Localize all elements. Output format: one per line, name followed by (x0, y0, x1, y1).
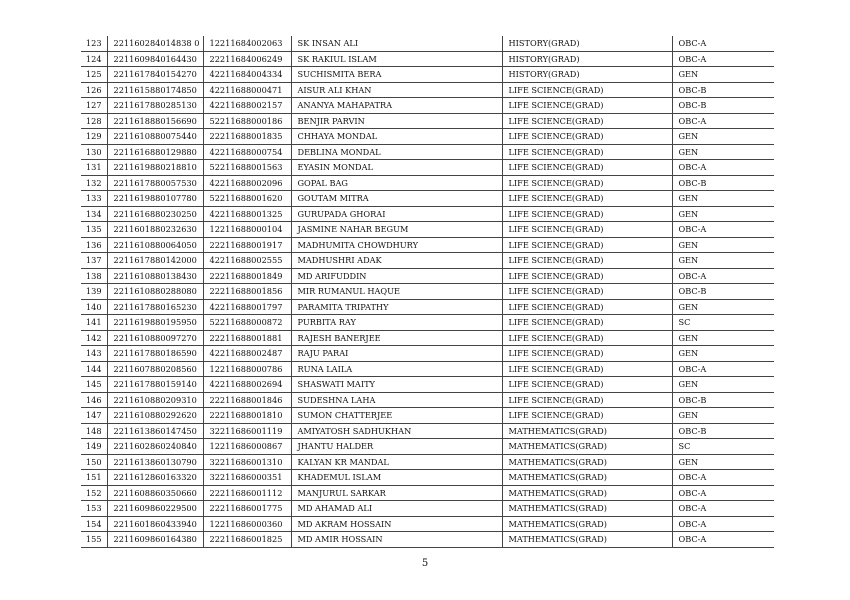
candidate-table (81, 36, 774, 548)
serial-number-cell: 142 (81, 330, 107, 346)
application-id-cell: 2211616880129880 (107, 144, 203, 160)
subject-cell: LIFE SCIENCE(GRAD) (502, 408, 672, 424)
roll-number-cell: 12211684002063 (203, 36, 291, 51)
table-row (81, 222, 774, 238)
category-cell: OBC-B (672, 423, 774, 439)
subject-cell: LIFE SCIENCE(GRAD) (502, 377, 672, 393)
table-row (81, 361, 774, 377)
table-row (81, 408, 774, 424)
candidate-name-cell: MD AHAMAD ALI (291, 501, 502, 517)
candidate-name-cell: PURBITA RAY (291, 315, 502, 331)
serial-number-cell: 149 (81, 439, 107, 455)
serial-number-cell: 134 (81, 206, 107, 222)
candidate-name-cell: EYASIN MONDAL (291, 160, 502, 176)
serial-number-cell: 150 (81, 454, 107, 470)
table-row (81, 67, 774, 83)
category-cell: SC (672, 315, 774, 331)
subject-cell: HISTORY(GRAD) (502, 67, 672, 83)
category-cell: SC (672, 439, 774, 455)
serial-number-cell: 127 (81, 98, 107, 114)
roll-number-cell: 22211686001825 (203, 532, 291, 548)
subject-cell: LIFE SCIENCE(GRAD) (502, 98, 672, 114)
roll-number-cell: 42211688002096 (203, 175, 291, 191)
table-row (81, 36, 774, 51)
category-cell: GEN (672, 346, 774, 362)
roll-number-cell: 22211684006249 (203, 51, 291, 67)
subject-cell: MATHEMATICS(GRAD) (502, 454, 672, 470)
serial-number-cell: 125 (81, 67, 107, 83)
serial-number-cell: 151 (81, 470, 107, 486)
candidate-name-cell: AMIYATOSH SADHUKHAN (291, 423, 502, 439)
roll-number-cell: 22211686001112 (203, 485, 291, 501)
candidate-name-cell: KALYAN KR MANDAL (291, 454, 502, 470)
serial-number-cell: 136 (81, 237, 107, 253)
subject-cell: LIFE SCIENCE(GRAD) (502, 237, 672, 253)
candidate-name-cell: DEBLINA MONDAL (291, 144, 502, 160)
category-cell: GEN (672, 206, 774, 222)
category-cell: OBC-B (672, 82, 774, 98)
serial-number-cell: 124 (81, 51, 107, 67)
table-row (81, 253, 774, 269)
serial-number-cell: 133 (81, 191, 107, 207)
serial-number-cell: 138 (81, 268, 107, 284)
table-row (81, 175, 774, 191)
category-cell: GEN (672, 129, 774, 145)
table-row (81, 51, 774, 67)
serial-number-cell: 143 (81, 346, 107, 362)
subject-cell: LIFE SCIENCE(GRAD) (502, 392, 672, 408)
table-row (81, 485, 774, 501)
application-id-cell: 2211616880230250 (107, 206, 203, 222)
candidate-name-cell: SUCHISMITA BERA (291, 67, 502, 83)
application-id-cell: 2211617880057530 (107, 175, 203, 191)
subject-cell: LIFE SCIENCE(GRAD) (502, 191, 672, 207)
application-id-cell: 2211610880075440 (107, 129, 203, 145)
table-row (81, 454, 774, 470)
subject-cell: MATHEMATICS(GRAD) (502, 485, 672, 501)
roll-number-cell: 12211688000786 (203, 361, 291, 377)
table-row (81, 346, 774, 362)
subject-cell: MATHEMATICS(GRAD) (502, 516, 672, 532)
category-cell: OBC-B (672, 284, 774, 300)
subject-cell: LIFE SCIENCE(GRAD) (502, 82, 672, 98)
serial-number-cell: 153 (81, 501, 107, 517)
subject-cell: LIFE SCIENCE(GRAD) (502, 330, 672, 346)
candidate-name-cell: MANJURUL SARKAR (291, 485, 502, 501)
roll-number-cell: 42211688001325 (203, 206, 291, 222)
roll-number-cell: 22211688001881 (203, 330, 291, 346)
category-cell: OBC-A (672, 516, 774, 532)
table-row (81, 470, 774, 486)
candidate-name-cell: RAJU PARAI (291, 346, 502, 362)
candidate-name-cell: MD AMIR HOSSAIN (291, 532, 502, 548)
subject-cell: LIFE SCIENCE(GRAD) (502, 129, 672, 145)
application-id-cell: 2211610880288080 (107, 284, 203, 300)
serial-number-cell: 123 (81, 36, 107, 51)
application-id-cell: 221160284014838 0 (107, 36, 203, 51)
category-cell: GEN (672, 144, 774, 160)
roll-number-cell: 42211688002694 (203, 377, 291, 393)
application-id-cell: 2211608860350660 (107, 485, 203, 501)
application-id-cell: 2211610880138430 (107, 268, 203, 284)
roll-number-cell: 52211688001563 (203, 160, 291, 176)
table-row (81, 268, 774, 284)
candidate-name-cell: MADHUMITA CHOWDHURY (291, 237, 502, 253)
serial-number-cell: 148 (81, 423, 107, 439)
roll-number-cell: 42211684004334 (203, 67, 291, 83)
application-id-cell: 2211609860164380 (107, 532, 203, 548)
subject-cell: MATHEMATICS(GRAD) (502, 532, 672, 548)
table-row (81, 377, 774, 393)
category-cell: GEN (672, 454, 774, 470)
category-cell: GEN (672, 67, 774, 83)
candidate-table-body (81, 36, 774, 547)
roll-number-cell: 22211688001849 (203, 268, 291, 284)
serial-number-cell: 126 (81, 82, 107, 98)
application-id-cell: 2211619880107780 (107, 191, 203, 207)
application-id-cell: 2211619880195950 (107, 315, 203, 331)
application-id-cell: 2211615880174850 (107, 82, 203, 98)
category-cell: OBC-B (672, 98, 774, 114)
roll-number-cell: 42211688000471 (203, 82, 291, 98)
serial-number-cell: 139 (81, 284, 107, 300)
candidate-name-cell: JASMINE NAHAR BEGUM (291, 222, 502, 238)
subject-cell: MATHEMATICS(GRAD) (502, 501, 672, 517)
table-row (81, 113, 774, 129)
candidate-name-cell: BENJIR PARVIN (291, 113, 502, 129)
subject-cell: LIFE SCIENCE(GRAD) (502, 113, 672, 129)
serial-number-cell: 140 (81, 299, 107, 315)
subject-cell: LIFE SCIENCE(GRAD) (502, 175, 672, 191)
subject-cell: LIFE SCIENCE(GRAD) (502, 160, 672, 176)
application-id-cell: 2211607880208560 (107, 361, 203, 377)
table-row (81, 392, 774, 408)
application-id-cell: 2211617880165230 (107, 299, 203, 315)
category-cell: OBC-A (672, 470, 774, 486)
candidate-name-cell: CHHAYA MONDAL (291, 129, 502, 145)
serial-number-cell: 145 (81, 377, 107, 393)
table-row (81, 423, 774, 439)
serial-number-cell: 137 (81, 253, 107, 269)
application-id-cell: 2211609840164430 (107, 51, 203, 67)
subject-cell: MATHEMATICS(GRAD) (502, 470, 672, 486)
roll-number-cell: 32211686000351 (203, 470, 291, 486)
candidate-name-cell: MIR RUMANUL HAQUE (291, 284, 502, 300)
table-row (81, 532, 774, 548)
roll-number-cell: 52211688000186 (203, 113, 291, 129)
category-cell: GEN (672, 253, 774, 269)
table-row (81, 206, 774, 222)
table-row (81, 439, 774, 455)
category-cell: OBC-A (672, 501, 774, 517)
application-id-cell: 2211601880232630 (107, 222, 203, 238)
roll-number-cell: 22211688001917 (203, 237, 291, 253)
category-cell: OBC-A (672, 113, 774, 129)
application-id-cell: 2211617880159140 (107, 377, 203, 393)
subject-cell: LIFE SCIENCE(GRAD) (502, 315, 672, 331)
subject-cell: MATHEMATICS(GRAD) (502, 423, 672, 439)
table-row (81, 237, 774, 253)
candidate-name-cell: PARAMITA TRIPATHY (291, 299, 502, 315)
subject-cell: HISTORY(GRAD) (502, 51, 672, 67)
application-id-cell: 2211617880142000 (107, 253, 203, 269)
subject-cell: LIFE SCIENCE(GRAD) (502, 268, 672, 284)
category-cell: OBC-B (672, 175, 774, 191)
subject-cell: LIFE SCIENCE(GRAD) (502, 144, 672, 160)
serial-number-cell: 154 (81, 516, 107, 532)
subject-cell: LIFE SCIENCE(GRAD) (502, 284, 672, 300)
serial-number-cell: 152 (81, 485, 107, 501)
serial-number-cell: 141 (81, 315, 107, 331)
candidate-name-cell: SK RAKIUL ISLAM (291, 51, 502, 67)
application-id-cell: 2211617880285130 (107, 98, 203, 114)
category-cell: OBC-A (672, 51, 774, 67)
application-id-cell: 2211609860229500 (107, 501, 203, 517)
subject-cell: MATHEMATICS(GRAD) (502, 439, 672, 455)
serial-number-cell: 131 (81, 160, 107, 176)
application-id-cell: 2211613860130790 (107, 454, 203, 470)
subject-cell: LIFE SCIENCE(GRAD) (502, 346, 672, 362)
category-cell: GEN (672, 191, 774, 207)
roll-number-cell: 12211686000867 (203, 439, 291, 455)
candidate-name-cell: MD ARIFUDDIN (291, 268, 502, 284)
category-cell: OBC-B (672, 392, 774, 408)
roll-number-cell: 32211686001119 (203, 423, 291, 439)
candidate-name-cell: RUNA LAILA (291, 361, 502, 377)
roll-number-cell: 22211688001810 (203, 408, 291, 424)
candidate-name-cell: SK INSAN ALI (291, 36, 502, 51)
application-id-cell: 2211618880156690 (107, 113, 203, 129)
subject-cell: HISTORY(GRAD) (502, 36, 672, 51)
table-row (81, 315, 774, 331)
application-id-cell: 2211602860240840 (107, 439, 203, 455)
table-row (81, 82, 774, 98)
roll-number-cell: 52211688000872 (203, 315, 291, 331)
table-row (81, 129, 774, 145)
subject-cell: LIFE SCIENCE(GRAD) (502, 222, 672, 238)
category-cell: OBC-A (672, 160, 774, 176)
table-row (81, 284, 774, 300)
roll-number-cell: 42211688001797 (203, 299, 291, 315)
roll-number-cell: 12211686000360 (203, 516, 291, 532)
table-row (81, 299, 774, 315)
table-row (81, 160, 774, 176)
category-cell: GEN (672, 237, 774, 253)
category-cell: OBC-A (672, 268, 774, 284)
application-id-cell: 2211619880218810 (107, 160, 203, 176)
table-row (81, 144, 774, 160)
candidate-name-cell: SHASWATI MAITY (291, 377, 502, 393)
roll-number-cell: 22211688001835 (203, 129, 291, 145)
roll-number-cell: 32211686001310 (203, 454, 291, 470)
serial-number-cell: 128 (81, 113, 107, 129)
category-cell: OBC-A (672, 222, 774, 238)
category-cell: OBC-A (672, 532, 774, 548)
roll-number-cell: 22211686001775 (203, 501, 291, 517)
candidate-name-cell: GOPAL BAG (291, 175, 502, 191)
serial-number-cell: 132 (81, 175, 107, 191)
category-cell: GEN (672, 330, 774, 346)
category-cell: GEN (672, 408, 774, 424)
candidate-name-cell: SUMON CHATTERJEE (291, 408, 502, 424)
serial-number-cell: 129 (81, 129, 107, 145)
candidate-name-cell: JHANTU HALDER (291, 439, 502, 455)
application-id-cell: 2211610880209310 (107, 392, 203, 408)
table-row (81, 516, 774, 532)
table-row (81, 191, 774, 207)
candidate-name-cell: GOUTAM MITRA (291, 191, 502, 207)
roll-number-cell: 52211688001620 (203, 191, 291, 207)
roll-number-cell: 42211688002555 (203, 253, 291, 269)
page-number: 5 (421, 558, 429, 569)
application-id-cell: 2211610880064050 (107, 237, 203, 253)
subject-cell: LIFE SCIENCE(GRAD) (502, 253, 672, 269)
serial-number-cell: 144 (81, 361, 107, 377)
roll-number-cell: 22211688001846 (203, 392, 291, 408)
table-row (81, 98, 774, 114)
category-cell: OBC-A (672, 36, 774, 51)
application-id-cell: 2211610880097270 (107, 330, 203, 346)
category-cell: OBC-A (672, 361, 774, 377)
serial-number-cell: 130 (81, 144, 107, 160)
roll-number-cell: 12211688000104 (203, 222, 291, 238)
category-cell: OBC-A (672, 485, 774, 501)
serial-number-cell: 135 (81, 222, 107, 238)
candidate-name-cell: GURUPADA GHORAI (291, 206, 502, 222)
serial-number-cell: 147 (81, 408, 107, 424)
candidate-name-cell: KHADEMUL ISLAM (291, 470, 502, 486)
subject-cell: LIFE SCIENCE(GRAD) (502, 361, 672, 377)
application-id-cell: 2211617880186590 (107, 346, 203, 362)
candidate-name-cell: MD AKRAM HOSSAIN (291, 516, 502, 532)
application-id-cell: 2211601860433940 (107, 516, 203, 532)
application-id-cell: 2211610880292620 (107, 408, 203, 424)
table-row (81, 501, 774, 517)
candidate-name-cell: AISUR ALI KHAN (291, 82, 502, 98)
category-cell: GEN (672, 299, 774, 315)
roll-number-cell: 42211688002157 (203, 98, 291, 114)
application-id-cell: 2211613860147450 (107, 423, 203, 439)
candidate-name-cell: ANANYA MAHAPATRA (291, 98, 502, 114)
category-cell: GEN (672, 377, 774, 393)
candidate-name-cell: SUDESHNA LAHA (291, 392, 502, 408)
subject-cell: LIFE SCIENCE(GRAD) (502, 206, 672, 222)
serial-number-cell: 155 (81, 532, 107, 548)
application-id-cell: 2211617840154270 (107, 67, 203, 83)
serial-number-cell: 146 (81, 392, 107, 408)
application-id-cell: 2211612860163320 (107, 470, 203, 486)
table-row (81, 330, 774, 346)
candidate-name-cell: MADHUSHRI ADAK (291, 253, 502, 269)
subject-cell: LIFE SCIENCE(GRAD) (502, 299, 672, 315)
roll-number-cell: 42211688000754 (203, 144, 291, 160)
roll-number-cell: 42211688002487 (203, 346, 291, 362)
roll-number-cell: 22211688001856 (203, 284, 291, 300)
candidate-name-cell: RAJESH BANERJEE (291, 330, 502, 346)
